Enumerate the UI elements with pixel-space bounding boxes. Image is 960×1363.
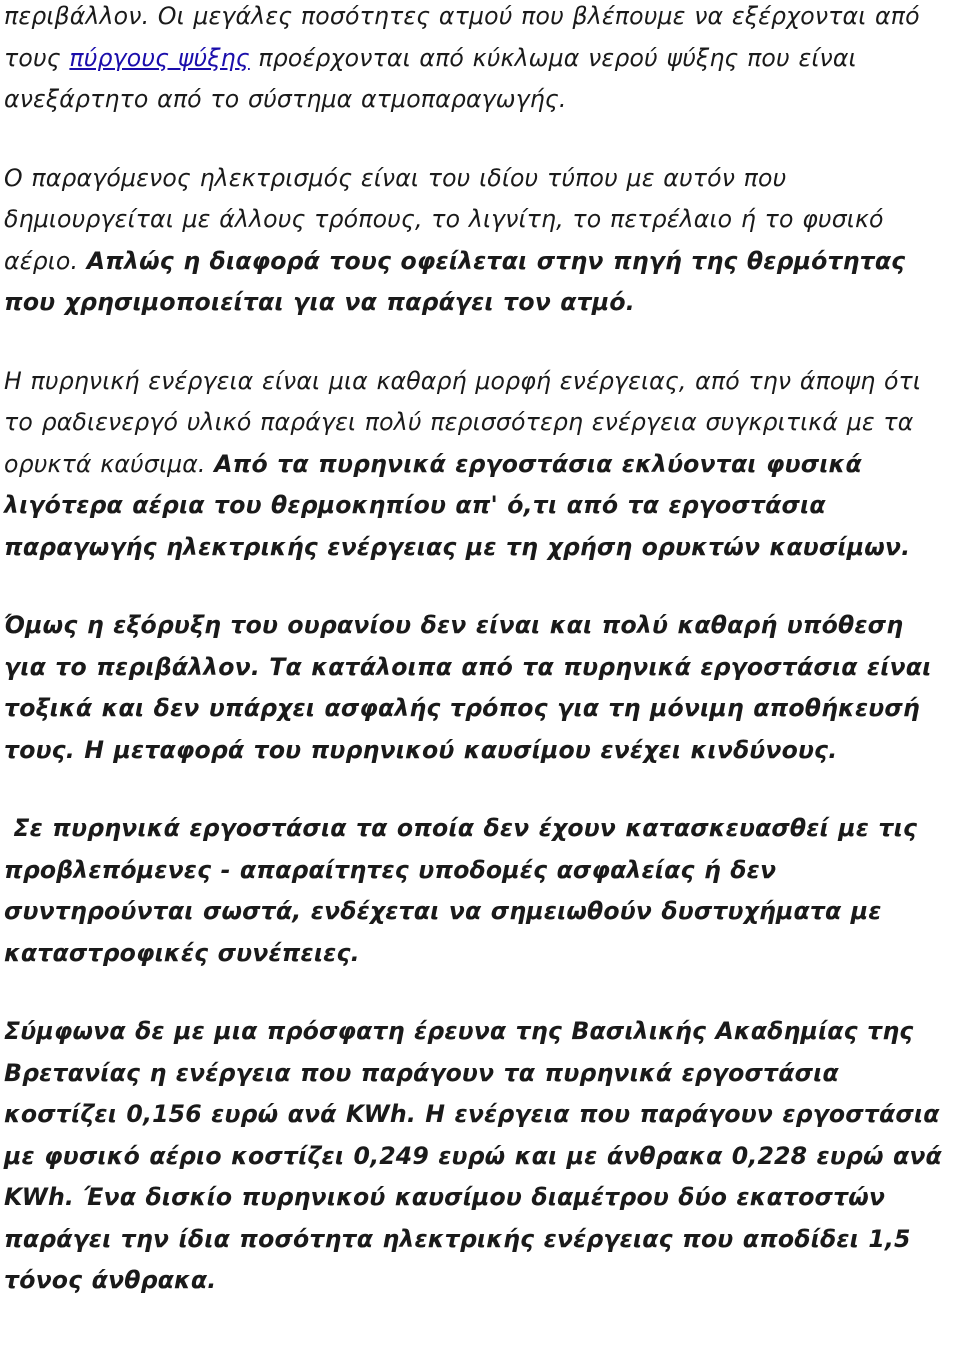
paragraph-2-text: Ο παραγόμενος ηλεκτρισμός είναι του ιδίου τύπου με αυτόν που δημιουργείται με άλλους τρόπους, το λιγνίτη, το πετρέλαιο ή το φυσικό αέριο. [4,163,884,275]
paragraph-cost-comparison: Σύμφωνα δε με μια πρόσφατη έρευνα της Βασιλικής Ακαδημίας της Βρετανίας η ενέργεια που παράγουν τα πυρηνικά εργοστάσια κοστίζει 0,156 ευρώ ανά KWh. Η ενέργεια που παράγουν εργοστάσια με φυσικό αέριο κοστίζει 0,249 ευρώ και με άνθρακα 0,228 ευρώ ανά KWh. Ένα δισκίο πυρηνικού καυσίμου διαμέτρου δύο εκατοστών παράγει την ίδια ποσότητα ηλεκτρικής ενέργειας που αποδίδει 1,5 τόνος άνθρακα. [4,1017,942,1294]
paragraph-1-text-before: περιβάλλον. Οι μεγάλες ποσότητες ατμού που βλέπουμε να εξέρχονται από τους [4,2,920,72]
cooling-towers-link[interactable]: πύργους ψύξης [69,43,250,72]
paragraph-safety: Σε πυρηνικά εργοστάσια τα οποία δεν έχουν κατασκευασθεί με τις προβλεπόμενες - απαραίτητες υποδομές ασφαλείας ή δεν συντηρούνται σωστά, ενδέχεται να σημειωθούν δυστυχήματα με καταστροφικές συνέπειες. [4,814,927,967]
paragraph-2-bold-text: Απλώς η διαφορά τους οφείλεται στην πηγή της θερμότητας που χρησιμοποιείται για να παράγει τον ατμό. [4,246,906,316]
paragraph-3-text: Η πυρηνική ενέργεια είναι μια καθαρή μορφή ενέργειας, από την άποψη ότι το ραδιενεργό υλικό παράγει πολύ περισσότερη ενέργεια συγκριτικά με τα ορυκτά καύσιμα. [4,366,922,478]
paragraph-uranium-mining: Όμως η εξόρυξη του ουρανίου δεν είναι και πολύ καθαρή υπόθεση για το περιβάλλον. Τα κατάλοιπα από τα πυρηνικά εργοστάσια είναι τοξικά και δεν υπάρχει ασφαλής τρόπος για τη μόνιμη αποθήκευσή τους. Η μεταφορά του πυρηνικού καυσίμου ενέχει κινδύνους. [4,611,932,764]
paragraph-electricity-source [4,158,952,324]
paragraph-cooling-towers [4,0,952,121]
paragraph-clean-energy [4,361,952,569]
paragraph-3-bold-text: Από τα πυρηνικά εργοστάσια εκλύονται φυσικά λιγότερα αέρια του θερμοκηπίου απ' ό,τι από τα εργοστάσια παραγωγής ηλεκτρικής ενέργειας με τη χρήση ορυκτών καυσίμων. [4,449,911,561]
paragraph-1-text-after: προέρχονται από κύκλωμα νερού ψύξης που είναι ανεξάρτητο από το σύστημα ατμοπαραγωγής. [4,43,857,113]
document-body [4,0,952,1302]
